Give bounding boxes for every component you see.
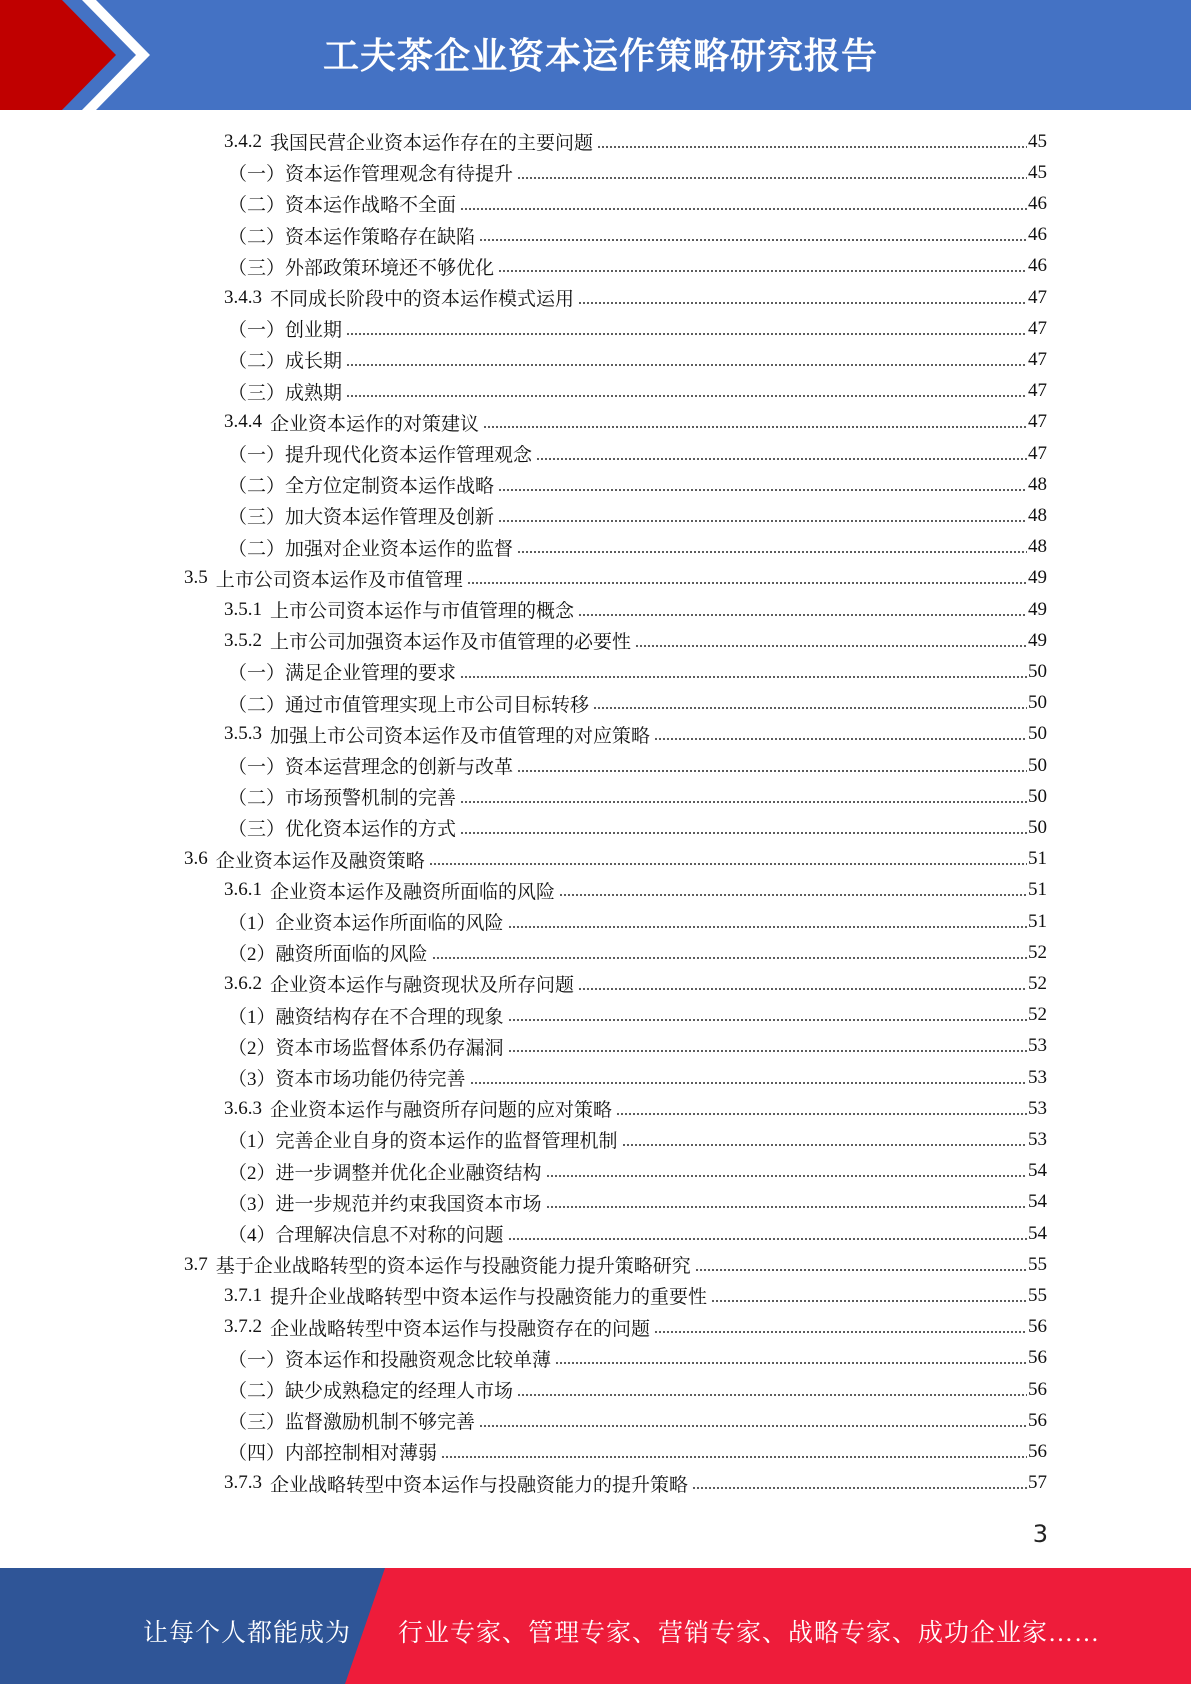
- toc-dot-leader: [654, 1331, 1027, 1333]
- toc-dot-leader: [597, 146, 1027, 148]
- toc-entry-number: 3.6: [184, 848, 208, 870]
- toc-entry[interactable]: [228, 344, 1047, 375]
- toc-entry-page: 46: [1028, 192, 1047, 214]
- toc-entry-title: 提升企业战略转型中资本运作与投融资能力的重要性: [270, 1287, 708, 1309]
- toc-dot-leader: [695, 1269, 1027, 1271]
- toc-dot-leader: [460, 801, 1027, 803]
- toc-entry-page: 56: [1028, 1378, 1047, 1400]
- toc-entry-page: 47: [1028, 317, 1047, 339]
- report-title: 工夫茶企业资本运作策略研究报告: [322, 36, 878, 77]
- toc-entry[interactable]: [224, 594, 1047, 625]
- toc-entry-page: 57: [1028, 1472, 1047, 1494]
- toc-entry[interactable]: [228, 469, 1047, 500]
- toc-entry-page: 46: [1028, 255, 1047, 277]
- toc-entry[interactable]: [228, 500, 1047, 531]
- toc-dot-leader: [578, 302, 1027, 304]
- toc-entry-page: 54: [1028, 1191, 1047, 1213]
- toc-dot-leader: [460, 208, 1027, 210]
- toc-dot-leader: [346, 395, 1027, 397]
- toc-entry[interactable]: [224, 1093, 1047, 1124]
- toc-entry[interactable]: [228, 532, 1047, 563]
- toc-entry[interactable]: [224, 1312, 1047, 1343]
- toc-entry-title: （一）提升现代化资本运作管理观念: [228, 445, 533, 466]
- toc-entry-title: （二）通过市值管理实现上市公司目标转移: [228, 694, 590, 716]
- toc-entry-title: （二）资本运作战略不全面: [228, 195, 457, 217]
- toc-entry-title: （一）资本运营理念的创新与改革: [228, 757, 514, 778]
- toc-entry-title: （三）监督激励机制不够完善: [228, 1412, 476, 1434]
- toc-entry-title: 加强上市公司资本运作及市值管理的对应策略: [270, 725, 651, 747]
- toc-dot-leader: [432, 957, 1027, 959]
- toc-entry[interactable]: [228, 750, 1047, 781]
- toc-entry-number: 3.4.3: [224, 286, 262, 308]
- toc-entry-page: 53: [1028, 1066, 1047, 1088]
- toc-entry-page: 49: [1028, 567, 1047, 589]
- toc-entry[interactable]: [228, 251, 1047, 282]
- toc-dot-leader: [441, 1456, 1027, 1458]
- toc-entry[interactable]: [184, 844, 1047, 875]
- toc-dot-leader: [616, 1113, 1027, 1115]
- toc-dot-leader: [483, 426, 1027, 428]
- toc-entry-title: 企业战略转型中资本运作与投融资能力的提升策略: [270, 1474, 689, 1496]
- toc-dot-leader: [479, 1425, 1027, 1427]
- toc-entry[interactable]: [224, 875, 1047, 906]
- toc-entry-page: 51: [1028, 848, 1047, 870]
- toc-entry-number: 3.7.1: [224, 1284, 262, 1306]
- toc-entry[interactable]: [228, 1187, 1047, 1218]
- toc-entry-page: 52: [1028, 1004, 1047, 1026]
- toc-entry-title: 基于企业战略转型的资本运作与投融资能力提升策略研究: [215, 1256, 691, 1278]
- toc-entry[interactable]: [224, 625, 1047, 656]
- toc-dot-leader: [346, 333, 1027, 335]
- toc-entry-page: 50: [1028, 785, 1047, 807]
- toc-entry-page: 53: [1028, 1035, 1047, 1057]
- toc-entry[interactable]: [184, 563, 1047, 594]
- toc-dot-leader: [555, 1362, 1027, 1364]
- toc-entry-title: （四）内部控制相对薄弱: [228, 1443, 438, 1465]
- toc-entry-page: 54: [1028, 1160, 1047, 1182]
- toc-dot-leader: [508, 1019, 1027, 1021]
- toc-entry-number: 3.6.2: [224, 972, 262, 994]
- toc-entry[interactable]: [228, 220, 1047, 251]
- toc-entry-page: 50: [1028, 816, 1047, 838]
- toc-dot-leader: [536, 458, 1027, 460]
- toc-entry-number: 3.6.3: [224, 1097, 262, 1119]
- toc-entry-title: （3）资本市场功能仍待完善: [228, 1069, 466, 1090]
- toc-entry[interactable]: [228, 1062, 1047, 1093]
- toc-entry-page: 52: [1028, 941, 1047, 963]
- toc-entry-title: （2）进一步调整并优化企业融资结构: [228, 1162, 542, 1184]
- toc-entry-title: 企业资本运作及融资策略: [215, 850, 425, 872]
- toc-entry[interactable]: [228, 1405, 1047, 1436]
- toc-dot-leader: [546, 1175, 1027, 1177]
- toc-dot-leader: [546, 1206, 1027, 1208]
- toc-entry[interactable]: [228, 313, 1047, 344]
- toc-entry-title: 企业资本运作及融资所面临的风险: [270, 881, 556, 903]
- toc-entry-page: 47: [1028, 286, 1047, 308]
- toc-entry-title: 不同成长阶段中的资本运作模式运用: [270, 289, 575, 310]
- toc-entry[interactable]: [228, 1031, 1047, 1062]
- footer-slogan-left: 让每个人都能成为: [143, 1620, 352, 1647]
- toc-entry-title: （三）成熟期: [228, 382, 343, 404]
- toc-entry-page: 53: [1028, 1097, 1047, 1119]
- toc-dot-leader: [460, 832, 1027, 834]
- toc-entry-title: 上市公司资本运作及市值管理: [215, 569, 463, 591]
- toc-entry[interactable]: [228, 157, 1047, 188]
- toc-dot-leader: [346, 364, 1027, 366]
- toc-entry[interactable]: [184, 1249, 1047, 1280]
- toc-entry-page: 50: [1028, 723, 1047, 745]
- toc-entry-page: 48: [1028, 504, 1047, 526]
- toc-entry-page: 55: [1028, 1284, 1047, 1306]
- toc-entry[interactable]: [228, 906, 1047, 937]
- toc-entry-title: （2）资本市场监督体系仍存漏洞: [228, 1037, 504, 1059]
- toc-entry[interactable]: [228, 1000, 1047, 1031]
- toc-entry-page: 56: [1028, 1316, 1047, 1338]
- toc-entry-page: 50: [1028, 754, 1047, 776]
- toc-entry-number: 3.7.2: [224, 1316, 262, 1338]
- toc-entry-page: 54: [1028, 1222, 1047, 1244]
- toc-entry[interactable]: [228, 1374, 1047, 1405]
- toc-dot-leader: [517, 177, 1027, 179]
- toc-entry[interactable]: [224, 1280, 1047, 1311]
- toc-entry-page: 50: [1028, 660, 1047, 682]
- toc-dot-leader: [622, 1144, 1027, 1146]
- toc-entry[interactable]: [224, 1468, 1047, 1499]
- toc-entry[interactable]: [228, 1156, 1047, 1187]
- toc-entry-title: （三）优化资本运作的方式: [228, 819, 457, 841]
- toc-dot-leader: [498, 270, 1027, 272]
- toc-entry[interactable]: [228, 1218, 1047, 1249]
- toc-dot-leader: [498, 520, 1027, 522]
- toc-dot-leader: [578, 614, 1027, 616]
- toc-dot-leader: [559, 894, 1027, 896]
- toc-entry-page: 56: [1028, 1409, 1047, 1431]
- toc-entry-title: 企业战略转型中资本运作与投融资存在的问题: [270, 1318, 651, 1340]
- toc-dot-leader: [593, 707, 1027, 709]
- toc-entry-title: （2）融资所面临的风险: [228, 944, 428, 966]
- toc-entry[interactable]: [228, 188, 1047, 219]
- toc-entry-number: 3.4.2: [224, 130, 262, 152]
- toc-entry-title: （4）合理解决信息不对称的问题: [228, 1225, 504, 1246]
- toc-entry-title: （二）资本运作策略存在缺陷: [228, 226, 476, 248]
- toc-entry-page: 48: [1028, 536, 1047, 558]
- toc-entry-title: （一）资本运作和投融资观念比较单薄: [228, 1349, 552, 1371]
- toc-entry-number: 3.5.2: [224, 629, 262, 651]
- toc-entry-page: 47: [1028, 411, 1047, 433]
- toc-dot-leader: [467, 582, 1027, 584]
- toc-entry[interactable]: [224, 968, 1047, 999]
- toc-entry-title: （三）外部政策环境还不够优化: [228, 257, 495, 279]
- toc-entry-page: 55: [1028, 1253, 1047, 1275]
- toc-dot-leader: [654, 738, 1027, 740]
- toc-dot-leader: [578, 988, 1027, 990]
- toc-entry[interactable]: [228, 781, 1047, 812]
- page-footer: [0, 1568, 1191, 1684]
- toc-entry[interactable]: [228, 376, 1047, 407]
- toc-entry[interactable]: [228, 1124, 1047, 1155]
- toc-entry[interactable]: [228, 688, 1047, 719]
- toc-entry-page: 47: [1028, 442, 1047, 464]
- toc-entry-number: 3.6.1: [224, 879, 262, 901]
- toc-entry-page: 45: [1028, 130, 1047, 152]
- toc-entry-title: 上市公司加强资本运作及市值管理的必要性: [270, 632, 632, 654]
- toc-entry[interactable]: [228, 812, 1047, 843]
- toc-entry-title: （二）市场预警机制的完善: [228, 788, 457, 810]
- toc-entry-title: 我国民营企业资本运作存在的主要问题: [270, 133, 594, 154]
- toc-entry-number: 3.7.3: [224, 1472, 262, 1494]
- toc-dot-leader: [508, 926, 1027, 928]
- toc-entry-title: 企业资本运作与融资所存问题的应对策略: [270, 1100, 613, 1122]
- toc-dot-leader: [498, 489, 1027, 491]
- toc-entry-page: 52: [1028, 972, 1047, 994]
- toc-entry[interactable]: [228, 1436, 1047, 1467]
- toc-entry-title: （二）全方位定制资本运作战略: [228, 476, 495, 498]
- toc-dot-leader: [711, 1300, 1027, 1302]
- toc-entry[interactable]: [228, 937, 1047, 968]
- toc-entry-title: （3）进一步规范并约束我国资本市场: [228, 1193, 542, 1215]
- toc-dot-leader: [479, 239, 1027, 241]
- toc-entry-page: 48: [1028, 473, 1047, 495]
- toc-entry-title: 上市公司资本运作与市值管理的概念: [270, 601, 575, 622]
- toc-entry-page: 51: [1028, 879, 1047, 901]
- toc-entry-title: （1）完善企业自身的资本运作的监督管理机制: [228, 1131, 618, 1153]
- toc-entry-number: 3.5.3: [224, 723, 262, 745]
- toc-entry[interactable]: [228, 656, 1047, 687]
- toc-entry-number: 3.7: [184, 1253, 208, 1275]
- toc-entry-title: （二）成长期: [228, 351, 343, 373]
- toc-dot-leader: [635, 645, 1027, 647]
- toc-dot-leader: [470, 1082, 1027, 1084]
- toc-entry-number: 3.4.4: [224, 411, 262, 433]
- toc-entry[interactable]: [224, 719, 1047, 750]
- toc-dot-leader: [508, 1238, 1027, 1240]
- toc-dot-leader: [508, 1050, 1027, 1052]
- toc-entry-title: （一）创业期: [228, 320, 343, 342]
- toc-entry-title: 企业资本运作与融资现状及所存问题: [270, 975, 575, 997]
- toc-entry-page: 51: [1028, 910, 1047, 932]
- toc-entry-page: 45: [1028, 161, 1047, 183]
- toc-entry-page: 47: [1028, 348, 1047, 370]
- toc-entry[interactable]: [228, 438, 1047, 469]
- page-number: 3: [1032, 1520, 1048, 1548]
- toc-entry[interactable]: [224, 126, 1047, 157]
- toc-entry-title: （三）加大资本运作管理及创新: [228, 507, 495, 529]
- toc-entry-title: （一）满足企业管理的要求: [228, 663, 457, 685]
- page-header: [0, 0, 1191, 110]
- toc-dot-leader: [517, 551, 1027, 553]
- toc-entry-page: 53: [1028, 1128, 1047, 1150]
- toc-dot-leader: [460, 676, 1027, 678]
- toc-dot-leader: [429, 863, 1027, 865]
- toc-entry-page: 49: [1028, 629, 1047, 651]
- footer-slogan-right: 行业专家、管理专家、营销专家、战略专家、成功企业家……: [398, 1620, 1101, 1647]
- toc-dot-leader: [692, 1487, 1027, 1489]
- toc-entry[interactable]: [224, 282, 1047, 313]
- toc-entry[interactable]: [228, 1343, 1047, 1374]
- toc-dot-leader: [517, 770, 1027, 772]
- toc-entry-page: 46: [1028, 224, 1047, 246]
- toc-entry-page: 49: [1028, 598, 1047, 620]
- toc-entry-title: （1）融资结构存在不合理的现象: [228, 1006, 504, 1028]
- toc-entry-page: 56: [1028, 1440, 1047, 1462]
- toc-entry-title: （二）缺少成熟稳定的经理人市场: [228, 1381, 514, 1402]
- toc-entry-title: （1）企业资本运作所面临的风险: [228, 913, 504, 934]
- toc-entry-title: 企业资本运作的对策建议: [270, 413, 480, 435]
- toc-entry-page: 56: [1028, 1347, 1047, 1369]
- toc-entry-number: 3.5: [184, 567, 208, 589]
- toc-dot-leader: [517, 1394, 1027, 1396]
- toc-entry-page: 50: [1028, 692, 1047, 714]
- toc-entry-page: 47: [1028, 380, 1047, 402]
- toc-entry-number: 3.5.1: [224, 598, 262, 620]
- toc-entry-title: （一）资本运作管理观念有待提升: [228, 164, 514, 186]
- toc-entry[interactable]: [224, 407, 1047, 438]
- toc-entry-title: （二）加强对企业资本运作的监督: [228, 538, 514, 560]
